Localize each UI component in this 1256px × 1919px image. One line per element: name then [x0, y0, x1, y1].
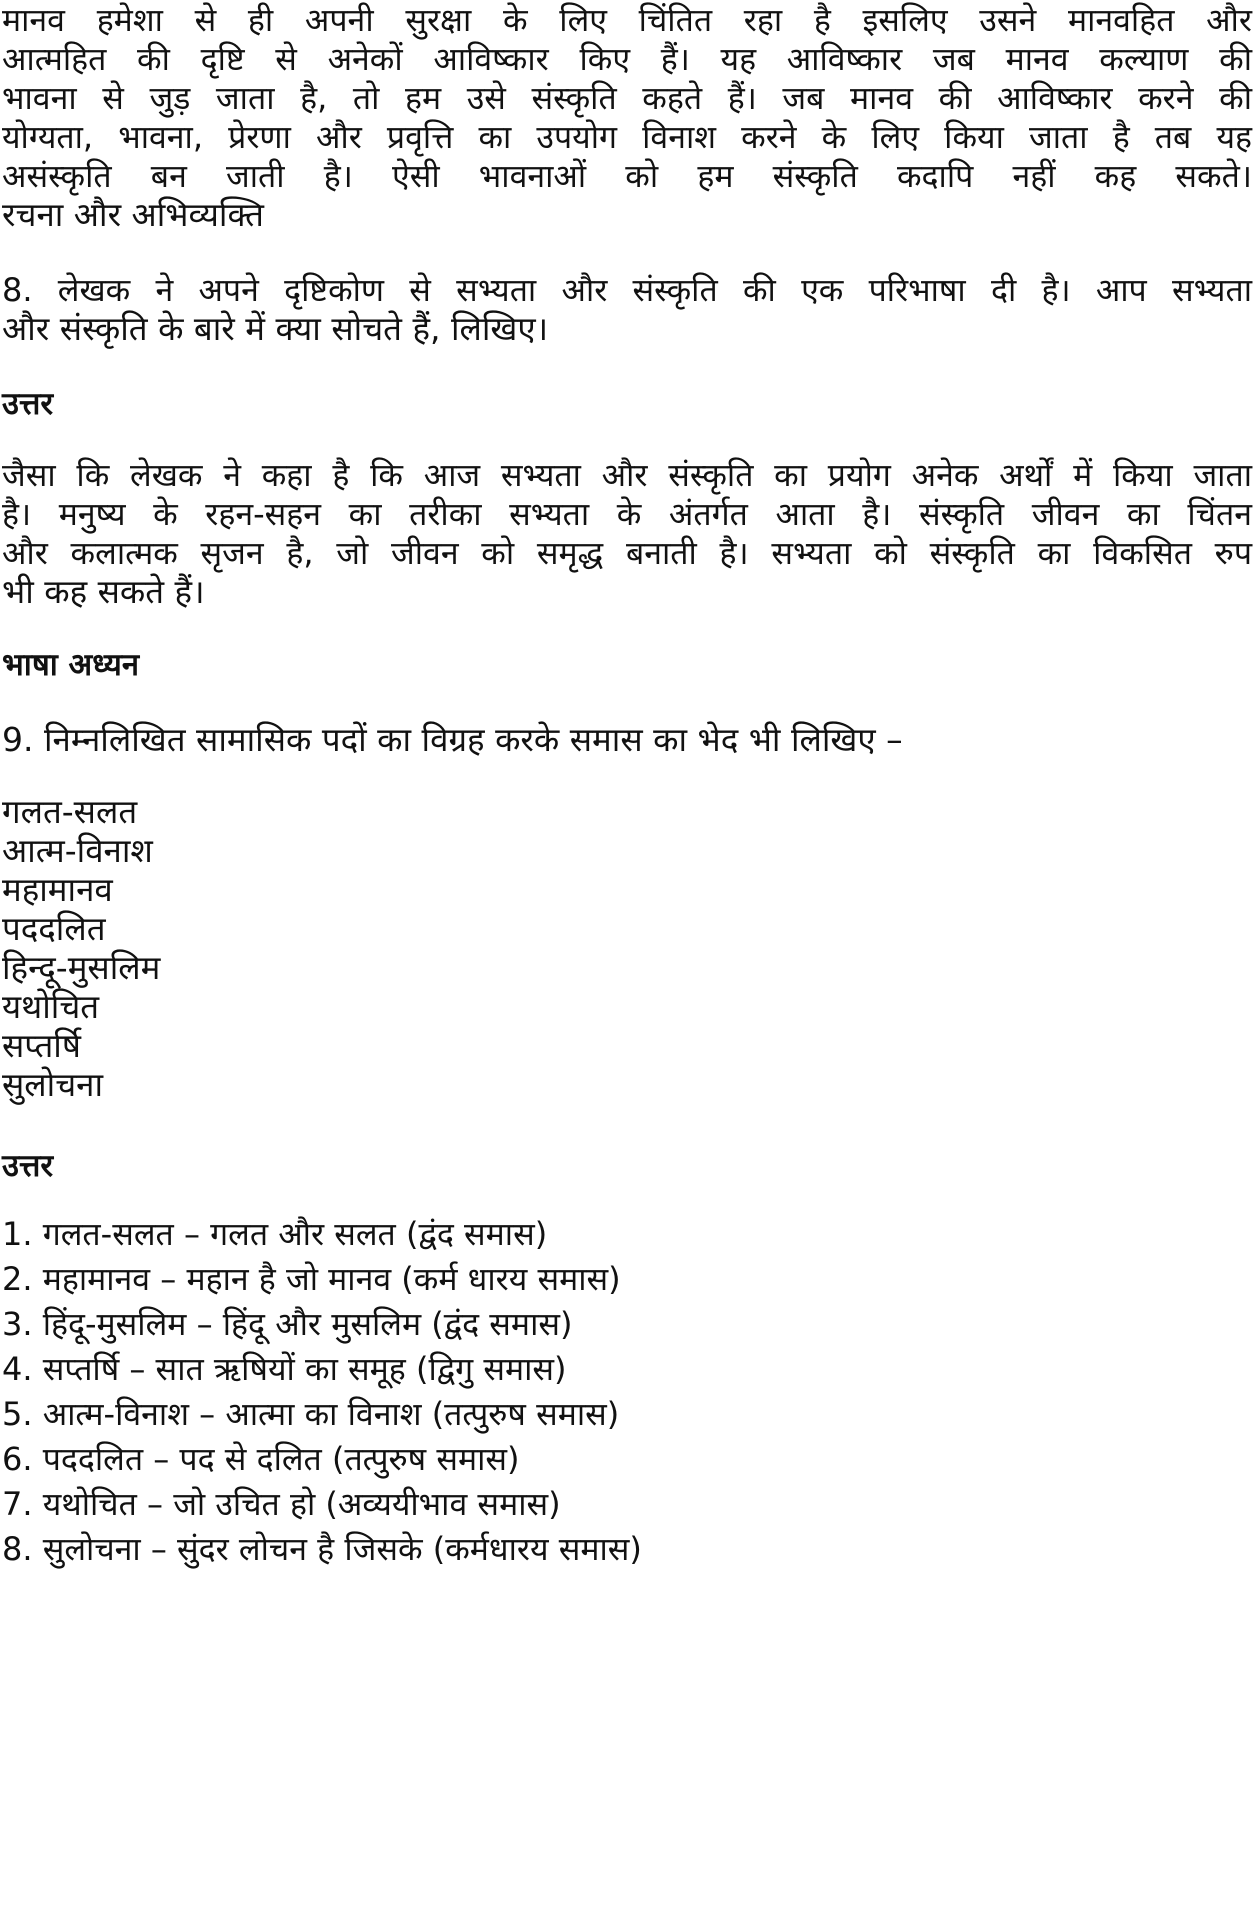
answer-item: 4. सप्तर्षि – सात ऋषियों का समूह (द्विगु समास) — [2, 1350, 567, 1388]
question-9: 9. निम्नलिखित सामासिक पदों का विग्रह करके समास का भेद भी लिखिए – — [2, 720, 903, 759]
answer-item: 6. पददलित – पद से दलित (तत्पुरुष समास) — [2, 1440, 520, 1478]
intro-line: आत्महित की दृष्टि से अनेकों आविष्कार किए हैं। यह आविष्कार जब मानव कल्याण की — [2, 40, 1252, 78]
word-item: यथोचित — [2, 987, 100, 1026]
word-item: गलत-सलत — [2, 792, 138, 831]
answer-item: 2. महामानव – महान है जो मानव (कर्म धारय समास) — [2, 1260, 621, 1298]
word-item: सप्तर्षि — [2, 1026, 81, 1065]
answer-heading: उत्तर — [2, 1148, 54, 1184]
answer-8-line: और कलात्मक सृजन है, जो जीवन को समृद्ध बनाती है। सभ्यता को संस्कृति का विकसित रुप — [2, 534, 1252, 572]
word-item: महामानव — [2, 870, 113, 909]
answer-item: 8. सुलोचना – सुंदर लोचन है जिसके (कर्मधारय समास) — [2, 1530, 642, 1568]
word-item: आत्म-विनाश — [2, 831, 153, 870]
section-bhasha-title: भाषा अध्यन — [2, 647, 140, 683]
word-item: हिन्दू-मुसलिम — [2, 948, 161, 987]
answer-heading: उत्तर — [2, 386, 54, 422]
answer-item: 1. गलत-सलत – गलत और सलत (द्वंद समास) — [2, 1215, 548, 1253]
answer-item: 3. हिंदू-मुसलिम – हिंदू और मुसलिम (द्वंद समास) — [2, 1305, 573, 1343]
intro-line: भावना से जुड़ जाता है, तो हम उसे संस्कृति कहते हैं। जब मानव की आविष्कार करने की — [2, 79, 1252, 117]
answer-item: 7. यथोचित – जो उचित हो (अव्ययीभाव समास) — [2, 1485, 561, 1523]
question-8-line: और संस्कृति के बारे में क्या सोचते हैं, लिखिए। — [2, 309, 549, 348]
intro-line: असंस्कृति बन जाती है। ऐसी भावनाओं को हम संस्कृति कदापि नहीं कह सकते। — [2, 157, 1252, 195]
answer-8-line: है। मनुष्य के रहन-सहन का तरीका सभ्यता के अंतर्गत आता है। संस्कृति जीवन का चिंतन — [2, 495, 1252, 533]
answer-item: 5. आत्म-विनाश – आत्मा का विनाश (तत्पुरुष समास) — [2, 1395, 620, 1433]
question-8-line: 8. लेखक ने अपने दृष्टिकोण से सभ्यता और संस्कृति की एक परिभाषा दी है। आप सभ्यता — [2, 271, 1252, 309]
section-racna-title: रचना और अभिव्यक्ति — [2, 195, 264, 234]
intro-line: मानव हमेशा से ही अपनी सुरक्षा के लिए चिंतित रहा है इसलिए उसने मानवहित और — [2, 1, 1252, 39]
word-item: पददलित — [2, 909, 106, 948]
answer-8-line: भी कह सकते हैं। — [2, 572, 205, 611]
word-item: सुलोचना — [2, 1065, 104, 1104]
intro-line: योग्यता, भावना, प्रेरणा और प्रवृत्ति का उपयोग विनाश करने के लिए किया जाता है तब यह — [2, 118, 1252, 156]
answer-8-line: जैसा कि लेखक ने कहा है कि आज सभ्यता और संस्कृति का प्रयोग अनेक अर्थों में किया जाता — [2, 456, 1252, 494]
